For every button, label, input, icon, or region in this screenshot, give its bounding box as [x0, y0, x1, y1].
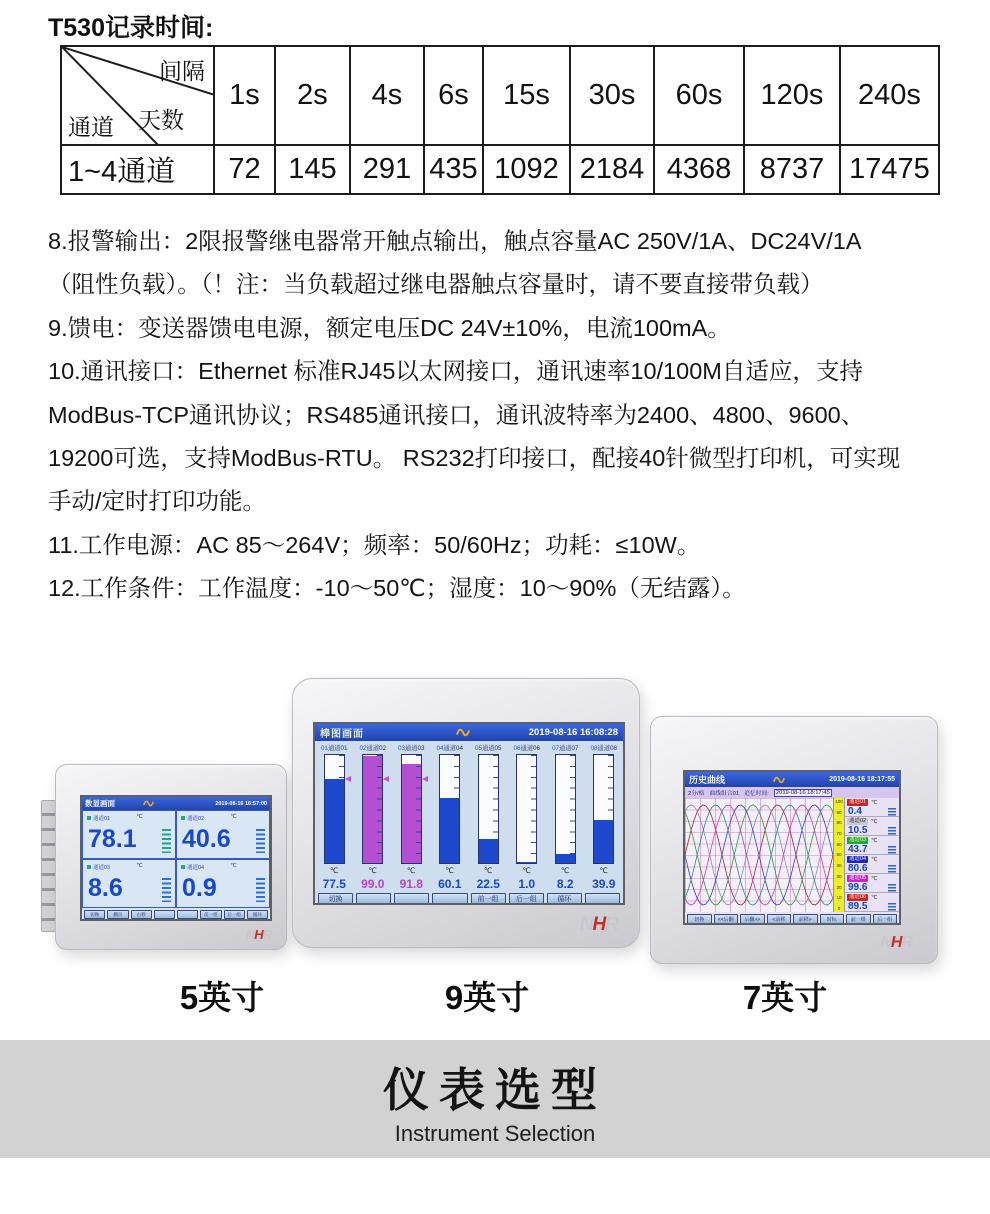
bar-ticks [531, 755, 536, 863]
days-value: 145 [275, 145, 350, 194]
screen-timestamp: 2019-08-16 16:08:28 [528, 727, 618, 738]
nhr-logo: NHR [245, 927, 271, 942]
interval-header: 15s [483, 46, 570, 145]
channel-label: 通道04 [181, 863, 204, 871]
bar-value: 91.8 [399, 877, 423, 891]
setpoint-marker [422, 776, 428, 782]
digit-display-cell [176, 810, 270, 859]
screen-button: 前一组 [846, 914, 871, 924]
bar-unit: ℃ [330, 866, 339, 875]
bar-column [392, 752, 431, 866]
bar-outline [401, 754, 422, 864]
spec-line: 8.报警输出：2限报警继电器常开触点输出，触点容量AC 250V/1A、DC24V/1A [48, 228, 862, 254]
scale-tick: 0 [837, 905, 841, 911]
interval-header: 120s [744, 46, 840, 145]
bar-ticks [454, 755, 459, 863]
screen-button: 切换 [687, 914, 712, 924]
channel-value: 8.6 [88, 874, 123, 902]
screen-header [315, 724, 623, 741]
channel-color-square [181, 816, 185, 820]
bar-channel-label: 01通道01 [320, 745, 348, 752]
scale-tick: 40 [836, 863, 842, 869]
channel-value: 40.6 [182, 825, 231, 853]
digit-display-cell [176, 859, 270, 908]
setpoint-marker [383, 776, 389, 782]
corner-label-interval: 间隔 [159, 58, 205, 84]
bar-channel-label: 05通道05 [474, 745, 502, 752]
bar-channel-label: 08通道08 [590, 745, 618, 752]
days-value: 1092 [483, 145, 570, 194]
interval-header: 2s [275, 46, 350, 145]
screen-button: <<后翻 [714, 914, 739, 924]
channel-unit: ℃ [136, 814, 143, 820]
spec-line: （阻性负载）。（！注：当负载超过继电器触点容量时，请不要直接带负载） [48, 271, 824, 298]
scale-tick: 90 [836, 809, 842, 815]
banner-subtitle: Instrument Selection [394, 1121, 596, 1146]
device-7inch [650, 716, 938, 964]
interval-header: 60s [654, 46, 744, 145]
history-curve [685, 805, 833, 905]
spec-line: 手动/定时打印功能。 [48, 488, 267, 515]
days-value: 17475 [840, 145, 939, 194]
days-value: 291 [350, 145, 424, 194]
screen-button: 切换 [318, 893, 353, 904]
channel-card [845, 798, 899, 817]
screen-button [356, 893, 391, 904]
screen-button: 翻页 [107, 910, 128, 919]
bar-ticks [377, 755, 382, 863]
time-per-grid: 2分/格 [688, 791, 705, 797]
screen-button [177, 910, 198, 919]
level-indicator [256, 878, 265, 902]
days-value: 8737 [744, 145, 840, 194]
channel-chip: 通道04 [849, 856, 867, 862]
history-subheader [685, 787, 899, 798]
bar-column [469, 752, 508, 866]
nhr-wave-icon [143, 800, 154, 807]
channel-chip: 通道02 [849, 818, 867, 824]
days-value: 2184 [570, 145, 654, 194]
curve-group: 曲线组合01 [709, 791, 740, 797]
screen-button [154, 910, 175, 919]
channel-unit: ℃ [871, 894, 878, 901]
spec-line: 10.通讯接口：Ethernet 标准RJ45以太网接口，通讯速率10/100M自适应，支持 [48, 358, 863, 385]
level-indicator [888, 808, 896, 816]
nhr-wave-icon [456, 728, 470, 737]
channel-unit: ℃ [136, 863, 143, 869]
spec-line: ModBus-TCP通讯协议；RS485通讯接口，通讯波特率为2400、4800、9600、 [48, 401, 865, 428]
corner-label-days: 天数 [138, 107, 184, 133]
history-curves [685, 798, 833, 912]
screen-button: 前一组 [471, 893, 506, 904]
bar-channel-label: 02通道02 [359, 745, 387, 752]
channel-unit: ℃ [871, 875, 878, 882]
bar-unit: ℃ [407, 866, 416, 875]
bar-outline [478, 754, 499, 864]
screen-button: 时标 [820, 914, 845, 924]
record-time-table [60, 45, 940, 195]
channel-value: 89.5 [848, 901, 868, 912]
bar-channel-labels [315, 741, 623, 752]
screen-button: 右移 [131, 910, 152, 919]
level-indicator [162, 829, 171, 853]
digit-display-cell [82, 810, 176, 859]
days-value: 4368 [654, 145, 744, 194]
scale-tick: 30 [836, 873, 842, 879]
channel-value: 10.5 [848, 825, 868, 836]
corner-label-channel: 通道 [68, 114, 114, 140]
scale-strip [834, 798, 845, 912]
channel-chip: 通道03 [849, 837, 867, 843]
scale-tick: 70 [836, 831, 842, 837]
level-indicator [162, 878, 171, 902]
screen-button: 前一组 [200, 910, 221, 919]
screen-5inch [80, 795, 272, 921]
device-side-edge [933, 730, 947, 954]
bar-value: 39.9 [592, 877, 616, 891]
bar-channel-label: 03通道03 [397, 745, 425, 752]
screen-header [685, 772, 899, 787]
screen-timestamp: 2019-08-16 16:57:00 [215, 800, 267, 807]
screen-button-row [685, 912, 899, 924]
bar-ticks [339, 755, 344, 863]
channel-chip: 通道06 [849, 894, 867, 900]
bar-outline [516, 754, 537, 864]
scale-tick: 20 [836, 884, 842, 890]
channel-label: 通道03 [87, 863, 110, 871]
channel-value: 43.7 [848, 844, 868, 855]
screen-9inch [313, 722, 625, 905]
channel-card [845, 817, 899, 836]
bar-ticks [608, 755, 613, 863]
channel-color-square [87, 865, 91, 869]
scale-tick: 100 [835, 799, 843, 804]
digit-display-grid [82, 810, 270, 908]
bar-value: 77.5 [322, 877, 346, 891]
bar-unit: ℃ [599, 866, 608, 875]
spec-line: 12.工作条件：工作温度：-10～50℃；湿度：10～90%（无结露）。 [48, 575, 746, 602]
channel-chip: 通道05 [849, 875, 867, 881]
bar-channel-label: 04通道04 [436, 745, 464, 752]
recall-time: 2019-08-16 18:17:45 [775, 789, 830, 796]
bar-column [508, 752, 547, 866]
interval-header: 240s [840, 46, 939, 145]
bar-chart [315, 752, 623, 866]
spec-line: 11.工作电源：AC 85～264V；频率：50/60Hz；功耗：≤10W。 [48, 531, 701, 558]
bar-value: 1.0 [518, 877, 536, 891]
device-9inch [292, 678, 640, 948]
channel-value: 0.4 [848, 806, 862, 817]
bar-outline [324, 754, 345, 864]
section-banner [0, 1040, 990, 1158]
channel-card [845, 893, 899, 912]
screen-button: 循环 [547, 893, 582, 904]
bar-ticks [570, 755, 575, 863]
channel-value: 0.9 [182, 874, 217, 902]
channel-unit: ℃ [871, 818, 878, 825]
channel-label: 通道01 [87, 814, 110, 822]
channel-card [845, 836, 899, 855]
nhr-logo: NHR [579, 914, 618, 935]
bar-outline [593, 754, 614, 864]
table-row-label: 1~4通道 [61, 145, 214, 194]
screen-title: 历史曲线 [689, 775, 726, 785]
history-main [685, 798, 899, 912]
recall-label: 追忆时间: [744, 791, 769, 797]
setpoint-marker [345, 776, 351, 782]
nhr-logo: NHR [880, 934, 912, 951]
level-indicator [888, 846, 896, 854]
screen-button: 后一组 [509, 893, 544, 904]
screen-button: 切换 [84, 910, 105, 919]
screen-header [82, 797, 270, 810]
bar-value: 99.0 [361, 877, 385, 891]
bar-outline [439, 754, 460, 864]
channel-unit: ℃ [871, 837, 878, 844]
channel-unit: ℃ [230, 814, 237, 820]
screen-button: <前移 [767, 914, 792, 924]
bar-column [354, 752, 393, 866]
bar-unit: ℃ [561, 866, 570, 875]
interval-header: 6s [424, 46, 483, 145]
bar-outline [555, 754, 576, 864]
level-indicator [888, 827, 896, 835]
scale-tick: 50 [836, 852, 842, 858]
channel-unit: ℃ [871, 856, 878, 863]
bar-value: 22.5 [476, 877, 500, 891]
screen-button: 前移> [793, 914, 818, 924]
scale-tick: 10 [836, 895, 842, 901]
bar-column [585, 752, 624, 866]
scale-tick: 60 [836, 841, 842, 847]
device-5inch [55, 764, 287, 950]
screen-title: 棒图画面 [320, 729, 364, 740]
screen-button: 后翻>> [740, 914, 765, 924]
level-indicator [888, 865, 896, 873]
spec-line: 19200可选，支持ModBus-RTU。 RS232打印接口，配接40针微型打印机，可实现 [48, 445, 901, 472]
bar-value: 60.1 [438, 877, 462, 891]
channel-label: 通道02 [181, 814, 204, 822]
digit-display-cell [82, 859, 176, 908]
curve-chart [685, 798, 834, 912]
size-label-9inch: 9英寸 [444, 979, 530, 1016]
screen-button [585, 893, 620, 904]
bar-column [546, 752, 585, 866]
bar-outline [362, 754, 383, 864]
size-label-5inch: 5英寸 [179, 979, 265, 1016]
screen-button: 后一组 [873, 914, 898, 924]
spec-line: 9.馈电：变送器馈电电源，额定电压DC 24V±10%，电流100mA。 [48, 314, 731, 341]
screen-button [394, 893, 429, 904]
level-indicator [888, 884, 896, 892]
days-value: 72 [214, 145, 275, 194]
interval-header: 4s [350, 46, 424, 145]
channel-color-square [181, 865, 185, 869]
channel-color-square [87, 816, 91, 820]
screen-button-row [82, 908, 270, 919]
page-title: T530记录时间: [48, 14, 214, 42]
channel-card [845, 874, 899, 893]
bar-unit: ℃ [484, 866, 493, 875]
bar-unit: ℃ [368, 866, 377, 875]
bar-units-row [315, 866, 623, 877]
screen-button: 后一组 [224, 910, 245, 919]
table-corner-cell [61, 46, 214, 145]
banner-title: 仪表选型 [383, 1064, 607, 1116]
nhr-wave-icon [773, 776, 785, 784]
screen-7inch [683, 770, 901, 925]
interval-header: 30s [570, 46, 654, 145]
channel-value: 99.6 [848, 882, 868, 893]
screen-title: 数显画面 [85, 799, 115, 808]
bar-column [315, 752, 354, 866]
bar-value: 8.2 [556, 877, 574, 891]
bar-unit: ℃ [522, 866, 531, 875]
level-indicator [888, 903, 896, 911]
interval-header: 1s [214, 46, 275, 145]
channel-value-panel [845, 798, 899, 912]
scale-tick: 80 [836, 820, 842, 826]
spec-paragraphs [48, 220, 978, 611]
channel-unit: ℃ [230, 863, 237, 869]
bar-channel-label: 07通道07 [551, 745, 579, 752]
channel-card [845, 855, 899, 874]
bar-ticks [416, 755, 421, 863]
days-value: 435 [424, 145, 483, 194]
bar-values-row [315, 877, 623, 892]
bar-ticks [493, 755, 498, 863]
channel-chip: 通道01 [849, 799, 867, 805]
channel-unit: ℃ [871, 799, 878, 806]
bar-channel-label: 06通道06 [513, 745, 541, 752]
screen-timestamp: 2019-08-16 18:17:55 [829, 776, 895, 783]
bar-column [431, 752, 470, 866]
channel-value: 78.1 [88, 825, 137, 853]
size-label-7inch: 7英寸 [742, 979, 828, 1016]
bar-unit: ℃ [445, 866, 454, 875]
screen-button-row [315, 892, 623, 904]
channel-value: 80.6 [848, 863, 868, 874]
screen-button [432, 893, 467, 904]
screen-button: 循环 [247, 910, 268, 919]
level-indicator [256, 829, 265, 853]
